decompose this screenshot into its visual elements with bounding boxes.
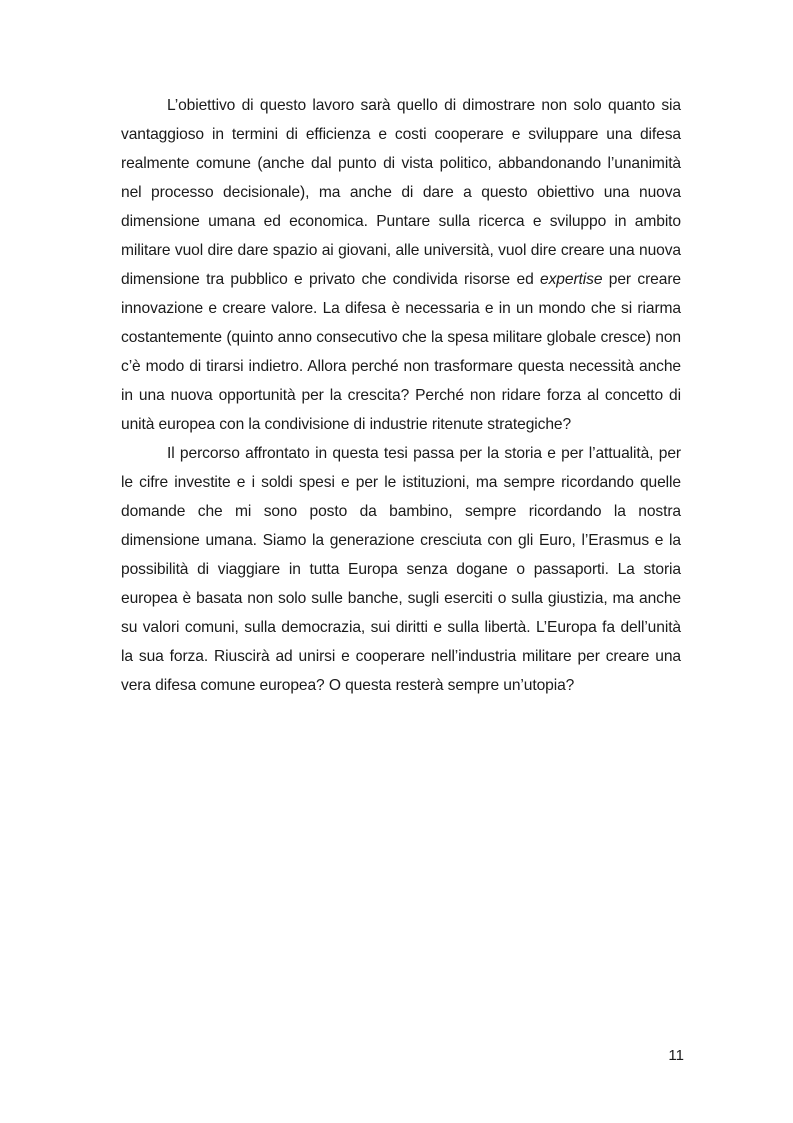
paragraph-objective-text-start: L’obiettivo di questo lavoro sarà quello di dimostrare non solo quanto sia vantaggioso in termini di efficienza e costi cooperare e sviluppare una difesa realmente comune (anche dal punto di vista politico, abbandonando l’unanimità nel processo decisionale), ma anche di dare a questo obiettivo una nuova dimensione umana ed economica. Puntare sulla ricerca e sviluppo in ambito militare vuol dire dare spazio ai giovani, alle università, vuol dire creare una nuova dimensione tra pubblico e privato che condivida risorse ed xyxy=(121,97,681,288)
body-text xyxy=(121,91,681,700)
page-number: 11 xyxy=(668,1047,684,1064)
paragraph-objective xyxy=(121,91,681,439)
paragraph-objective-text-end: per creare innovazione e creare valore. La difesa è necessaria e in un mondo che si riarma costantemente (quinto anno consecutivo che la spesa militare globale cresce) non c’è modo di tirarsi indietro. Allora perché non trasformare questa necessità anche in una nuova opportunità per la crescita? Perché non ridare forza al concetto di unità europea con la condivisione di industrie ritenute strategiche? xyxy=(121,271,681,433)
italic-term-expertise: expertise xyxy=(540,271,603,288)
paragraph-thesis-path: Il percorso affrontato in questa tesi passa per la storia e per l’attualità, per le cifre investite e i soldi spesi e per le istituzioni, ma sempre ricordando quelle domande che mi sono posto da bambino, sempre ricordando la nostra dimensione umana. Siamo la generazione cresciuta con gli Euro, l’Erasmus e la possibilità di viaggiare in tutta Europa senza dogane o passaporti. La storia europea è basata non solo sulle banche, sugli eserciti o sulla giustizia, ma anche su valori comuni, sulla democrazia, sui diritti e sulla libertà. L’Europa fa dell’unità la sua forza. Riuscirà ad unirsi e cooperare nell’industria militare per creare una vera difesa comune europea? O questa resterà sempre un’utopia? xyxy=(121,445,681,694)
